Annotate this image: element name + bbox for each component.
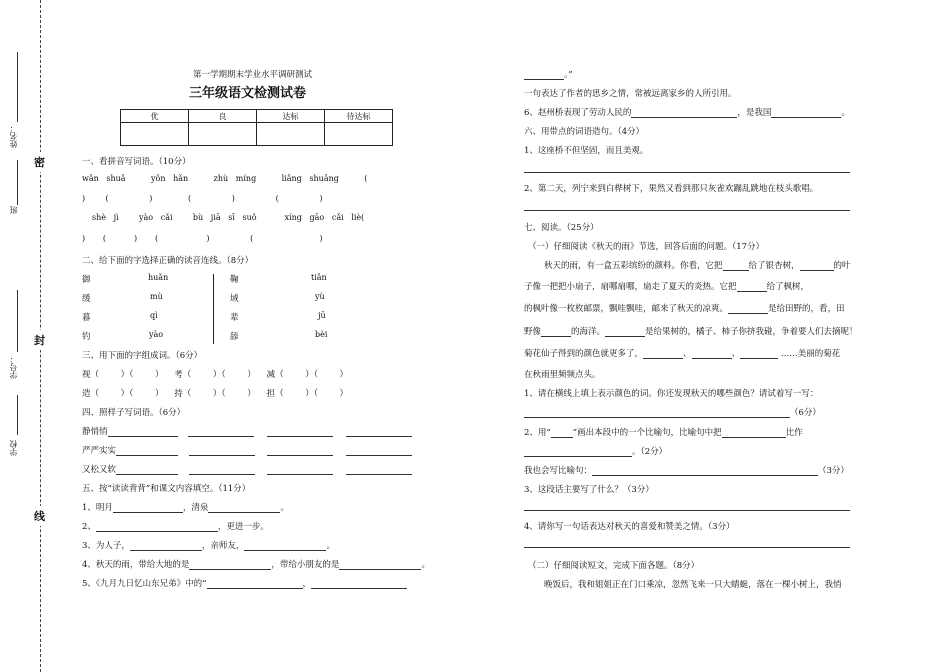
q2-right-reading: jū: [318, 311, 326, 320]
student-number-label: 学号：: [9, 355, 18, 379]
passage-text: 的叶: [833, 261, 851, 271]
student-number-blank[interactable]: [17, 290, 18, 352]
q5-line2: [82, 520, 269, 532]
q4-example: 静悄悄: [82, 427, 108, 437]
grade-header: 达标: [257, 110, 325, 123]
q2-left-reading: mù: [150, 292, 163, 301]
q1-row1-brackets[interactable]: ) ( ) ( ) ( ): [82, 194, 323, 203]
q2-right-char: 域: [230, 294, 239, 304]
passage-text: 野像: [524, 327, 542, 337]
answer-line[interactable]: [524, 510, 850, 511]
q5-text: ，是我国: [737, 108, 772, 118]
passage-text: 、: [683, 349, 692, 359]
answer-blank[interactable]: [771, 117, 841, 118]
reading-q1-answer: [524, 406, 821, 418]
grade-cell[interactable]: [121, 123, 189, 146]
q2-left-reading: huǎn: [148, 273, 169, 282]
q5-text: 3、为人子，: [82, 541, 130, 551]
answer-line[interactable]: [524, 547, 850, 548]
grade-header: 优: [121, 110, 189, 123]
q2-left-char: 暮: [82, 313, 91, 323]
passage-line: [544, 259, 851, 271]
seal-char-mi: 密: [34, 152, 45, 172]
q5-text: 2、: [82, 522, 96, 532]
grade-table: [120, 109, 393, 146]
name-label: 姓名：: [9, 124, 18, 148]
q5-line5: [82, 577, 407, 589]
q5-text: 。: [326, 541, 335, 551]
reading-part1-heading: （一）仔细阅读《秋天的雨》节选，回答后面的问题。（17分）: [528, 242, 765, 252]
q2-right-reading: bèi: [315, 330, 328, 339]
passage-text: 是给果树的，橘子、柿子你挤我碰，争着要人们去摘呢！: [645, 327, 858, 337]
answer-blank[interactable]: [346, 474, 412, 475]
passage-text: 给了银杏树，: [748, 261, 800, 271]
q2-heading: 二、给下面的字选择正确的读音连线。（8分）: [82, 256, 254, 266]
grade-cell[interactable]: [189, 123, 257, 146]
answer-blank[interactable]: [643, 358, 683, 359]
answer-blank[interactable]: [346, 455, 412, 456]
answer-blank[interactable]: [108, 436, 178, 437]
q4-example-row: [82, 444, 412, 456]
q5-heading: 五、按“读读背背”和课文内容填空。（11分）: [82, 484, 251, 494]
q1-heading: 一、看拼音写词语。（10分）: [82, 157, 191, 167]
q4-heading: 四、照样子写词语。（6分）: [82, 408, 186, 418]
answer-blank[interactable]: [96, 531, 218, 532]
answer-blank[interactable]: [267, 474, 333, 475]
q2-left-reading: yào: [149, 330, 164, 339]
q2-right-char: 舔: [230, 332, 239, 342]
passage-text: 的枫叶像一枚枚邮票，飘哇飘哇，邮来了秋天的凉爽。: [524, 304, 729, 314]
answer-blank[interactable]: [267, 455, 333, 456]
seal-char-feng: 封: [34, 330, 45, 350]
reading-q4: 4、请你写一句话表达对秋天的喜爱和赞美之情。（3分）: [524, 522, 735, 532]
answer-blank[interactable]: [737, 291, 767, 292]
grade-header: 良: [189, 110, 257, 123]
answer-line[interactable]: [524, 172, 850, 173]
score-text: （6分）: [790, 408, 821, 418]
answer-blank[interactable]: [541, 336, 571, 337]
q7-heading: 七、阅读。（25分）: [524, 223, 599, 233]
answer-blank[interactable]: [631, 117, 737, 118]
class-blank[interactable]: [17, 160, 18, 205]
q1-row2-brackets[interactable]: ) ( ) ( ) ( ): [82, 234, 323, 243]
answer-blank[interactable]: [267, 436, 333, 437]
passage-text: 给了枫树，: [766, 282, 810, 292]
answer-blank[interactable]: [722, 437, 786, 438]
q2-right-reading: tiǎn: [311, 273, 327, 282]
q2-left-char: 钓: [82, 332, 91, 342]
answer-blank[interactable]: [346, 436, 412, 437]
q2-left-reading: qì: [150, 311, 158, 320]
q5-text: 4、秋天的雨，带给大地的是: [82, 560, 190, 570]
q2-left-char: 缓: [82, 294, 91, 304]
score-text: （3分）: [818, 466, 849, 476]
answer-blank[interactable]: [189, 455, 255, 456]
passage-text: 菊花仙子得到的颜色就更多了，: [524, 349, 644, 359]
answer-blank[interactable]: [207, 588, 303, 589]
q5-text: 。: [841, 108, 850, 118]
school-label: 学校: [9, 440, 18, 456]
passage-text: 的海洋。: [571, 327, 606, 337]
answer-blank[interactable]: [189, 474, 255, 475]
q5-text: 。”: [564, 70, 573, 80]
q3-heading: 三、用下面的字组成词。（6分）: [82, 351, 203, 361]
q5-continuation: [524, 68, 573, 80]
q5-text: 5、《九月九日忆山东兄弟》中的“: [82, 579, 207, 589]
passage-line: [524, 325, 858, 337]
passage-text: 是给田野的，看，田: [768, 304, 845, 314]
answer-blank[interactable]: [551, 437, 573, 438]
q4-example-row: [82, 425, 412, 437]
passage-line: [524, 347, 840, 359]
q3-row2[interactable]: 造（ ）（ ） 持（ ）（ ） 担（ ）（ ）: [82, 389, 349, 399]
q2-right-char: 辈: [230, 313, 239, 323]
grade-cell[interactable]: [325, 123, 393, 146]
answer-blank[interactable]: [592, 475, 818, 476]
q6-item-1: 1、这座桥不但坚固，而且美观。: [524, 146, 649, 156]
passage-line: [524, 280, 809, 292]
reading-q3: 3、这段话主要写了什么？（3分）: [524, 485, 654, 495]
passage-line: 晚饭后，我和姐姐正在门口乘凉，忽然飞来一只大蜻蜓，落在一棵小树上，我悄: [544, 580, 842, 590]
q1-row2-pinyin: shè jì yào cǎi bù jiā sī suǒ xíng gāo cǎi liè(: [92, 213, 365, 222]
answer-line[interactable]: [524, 210, 850, 211]
reading-q2-line2: [524, 445, 667, 457]
passage-line: 在秋雨里频频点头。: [524, 370, 601, 380]
answer-blank[interactable]: [728, 313, 768, 314]
answer-blank[interactable]: [188, 436, 254, 437]
q5-line1: [82, 501, 289, 513]
q2-left-char: 御: [82, 275, 91, 285]
reading-part2-heading: （二）仔细阅读短文，完成下面各题。（8分）: [528, 561, 700, 571]
q5-line3: [82, 539, 335, 551]
passage-text: 子像一把把小扇子，扇哪扇哪，扇走了夏天的炎热。它把: [524, 282, 737, 292]
q5-line4: [82, 558, 430, 570]
question-text: 我也会写比喻句：: [524, 466, 593, 476]
answer-blank[interactable]: [800, 270, 834, 271]
answer-blank[interactable]: [692, 358, 732, 359]
answer-blank[interactable]: [723, 270, 749, 271]
reading-q1: 1、请在横线上填上表示颜色的词。你还发现秋天的哪些颜色？请试着写一写：: [524, 389, 819, 399]
answer-blank[interactable]: [524, 79, 564, 80]
answer-blank[interactable]: [339, 569, 421, 570]
answer-blank[interactable]: [524, 417, 790, 418]
q2-divider: [213, 274, 214, 344]
q5-text: ，更进一步。: [217, 522, 269, 532]
q5-text: ，带给小朋友的是: [271, 560, 340, 570]
exam-title: 三年级语文检测试卷: [189, 86, 307, 101]
question-text: 比作: [785, 428, 803, 438]
grade-cell[interactable]: [257, 123, 325, 146]
answer-blank[interactable]: [130, 550, 202, 551]
q5-text: ，亲师友，: [201, 541, 245, 551]
q4-example: 严严实实: [82, 446, 117, 456]
q4-example-row: [82, 463, 412, 475]
q3-row1[interactable]: 视（ ）（ ） 考（ ）（ ） 减（ ）（ ）: [82, 370, 349, 380]
answer-blank[interactable]: [116, 455, 178, 456]
q5-text: 。: [421, 560, 430, 570]
answer-blank[interactable]: [113, 512, 183, 513]
q5-text: 6、赵州桥表现了劳动人民的: [524, 108, 632, 118]
grade-header: 待达标: [325, 110, 393, 123]
passage-text: 、: [731, 349, 741, 359]
passage-text: 秋天的雨，有一盒五彩缤纷的颜料。你看，它把: [544, 261, 723, 271]
name-blank[interactable]: [17, 52, 18, 122]
answer-blank[interactable]: [208, 512, 280, 513]
answer-blank[interactable]: [311, 588, 407, 589]
score-text: 。（2分）: [632, 447, 668, 457]
exam-subtitle: 第一学期期末学业水平调研测试: [193, 70, 313, 80]
reading-q2-own: [524, 464, 849, 476]
answer-blank[interactable]: [524, 456, 632, 457]
q1-row1-pinyin: wǎn shuǎ yǒn hǎn zhù míng liǎng shuǎng (: [82, 174, 368, 183]
question-text: ”画出本段中的一个比喻句，比喻句中把: [572, 428, 722, 438]
answer-blank[interactable]: [740, 358, 778, 359]
q5-text: ，: [302, 579, 312, 589]
q6-heading: 六、用带点的词语造句。（4分）: [524, 127, 645, 137]
answer-blank[interactable]: [116, 474, 178, 475]
q5-text: 1、明月: [82, 503, 113, 513]
q4-example: 又松又软: [82, 465, 117, 475]
seal-char-xian: 线: [34, 506, 45, 526]
q6-item-2: 2、第二天，列宁来到白桦树下，果然又看到那只灰雀欢蹦乱跳地在枝头歌唱。: [524, 184, 819, 194]
q5-line6: [524, 106, 850, 118]
answer-blank[interactable]: [244, 550, 326, 551]
passage-text: ……美丽的菊花: [780, 349, 841, 359]
reading-q2: [524, 426, 803, 438]
class-label: 班: [9, 206, 18, 214]
q2-right-char: 鞠: [230, 275, 239, 285]
q2-right-reading: yù: [315, 292, 325, 301]
q5-text: ，清泉: [182, 503, 209, 513]
answer-blank[interactable]: [189, 569, 271, 570]
q5-continuation-text: 一句表达了作者的思乡之情，常被远离家乡的人所引用。: [524, 89, 737, 99]
passage-line: [524, 302, 845, 314]
answer-blank[interactable]: [605, 336, 645, 337]
school-blank[interactable]: [17, 395, 18, 435]
q5-text: 。: [280, 503, 289, 513]
question-text: 2、用“: [524, 428, 551, 438]
